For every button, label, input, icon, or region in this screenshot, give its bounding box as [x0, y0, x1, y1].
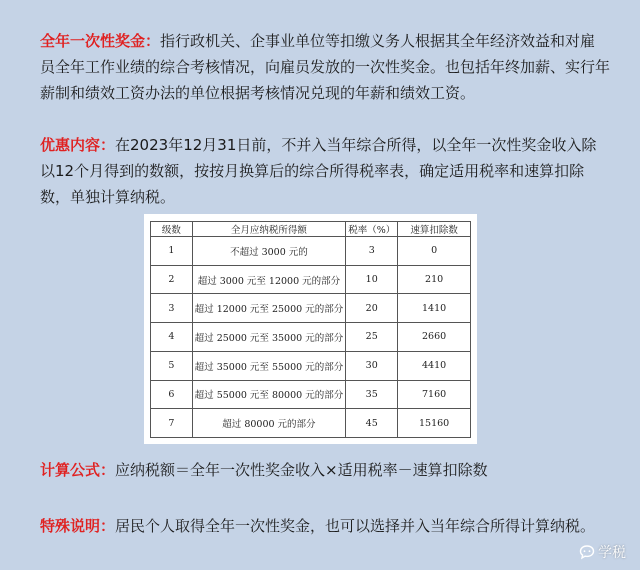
cell-income: 超过 12000 元至 25000 元的部分 [192, 294, 346, 323]
section-text: 在2023年12月31日前，不并入当年综合所得，以全年一次性奖金收入除以12个月得到的数额，按按月换算后的综合所得税率表，确定适用税率和速算扣除数，单独计算纳税。 [40, 136, 597, 206]
cell-level: 4 [151, 323, 193, 352]
section-label: 特殊说明： [40, 517, 116, 535]
cell-rate: 10 [346, 265, 398, 294]
table-header-row [151, 222, 471, 237]
cell-level: 7 [151, 409, 193, 438]
tax-rate-table-image [144, 214, 477, 444]
section-text: 居民个人取得全年一次性奖金，也可以选择并入当年综合所得计算纳税。 [115, 517, 596, 535]
cell-deduction: 1410 [398, 294, 471, 323]
cell-deduction: 7160 [398, 380, 471, 409]
cell-rate: 35 [346, 380, 398, 409]
cell-rate: 25 [346, 323, 398, 352]
tax-rate-table [150, 221, 471, 438]
section-label: 计算公式： [40, 461, 116, 479]
cell-level: 3 [151, 294, 193, 323]
cell-deduction: 0 [398, 237, 471, 266]
section-label: 优惠内容： [40, 136, 116, 154]
cell-deduction: 4410 [398, 351, 471, 380]
watermark-text: 学税 [598, 545, 626, 561]
cell-deduction: 15160 [398, 409, 471, 438]
cell-deduction: 210 [398, 265, 471, 294]
watermark [579, 542, 626, 562]
chat-bubble-icon [579, 544, 595, 560]
cell-income: 超过 35000 元至 55000 元的部分 [192, 351, 346, 380]
table-row [151, 351, 471, 380]
section-label: 全年一次性奖金： [40, 32, 161, 50]
cell-income: 超过 3000 元至 12000 元的部分 [192, 265, 346, 294]
table-row [151, 380, 471, 409]
section-text: 应纳税额＝全年一次性奖金收入×适用税率－速算扣除数 [115, 461, 488, 479]
table-row [151, 323, 471, 352]
table-row [151, 265, 471, 294]
header-cell-rate: 税率（%） [346, 222, 398, 237]
table-row [151, 237, 471, 266]
table-row [151, 294, 471, 323]
cell-income: 超过 80000 元的部分 [192, 409, 346, 438]
section-special-note [40, 513, 610, 539]
section-annual-bonus [40, 28, 610, 106]
cell-income: 超过 25000 元至 35000 元的部分 [192, 323, 346, 352]
header-cell-income: 全月应纳税所得额 [192, 222, 346, 237]
cell-rate: 20 [346, 294, 398, 323]
section-preference [40, 132, 610, 210]
cell-income: 超过 55000 元至 80000 元的部分 [192, 380, 346, 409]
cell-rate: 45 [346, 409, 398, 438]
section-formula [40, 457, 610, 483]
section-text: 指行政机关、企事业单位等扣缴义务人根据其全年经济效益和对雇员全年工作业绩的综合考核情况，向雇员发放的一次性奖金。也包括年终加薪、实行年薪制和绩效工资办法的单位根据考核情况兑现的年薪和绩效工资。 [40, 32, 611, 102]
table-row [151, 409, 471, 438]
cell-deduction: 2660 [398, 323, 471, 352]
cell-level: 5 [151, 351, 193, 380]
cell-rate: 30 [346, 351, 398, 380]
cell-income: 不超过 3000 元的 [192, 237, 346, 266]
cell-level: 1 [151, 237, 193, 266]
cell-rate: 3 [346, 237, 398, 266]
header-cell-deduction: 速算扣除数 [398, 222, 471, 237]
header-cell-level: 级数 [151, 222, 193, 237]
cell-level: 6 [151, 380, 193, 409]
cell-level: 2 [151, 265, 193, 294]
